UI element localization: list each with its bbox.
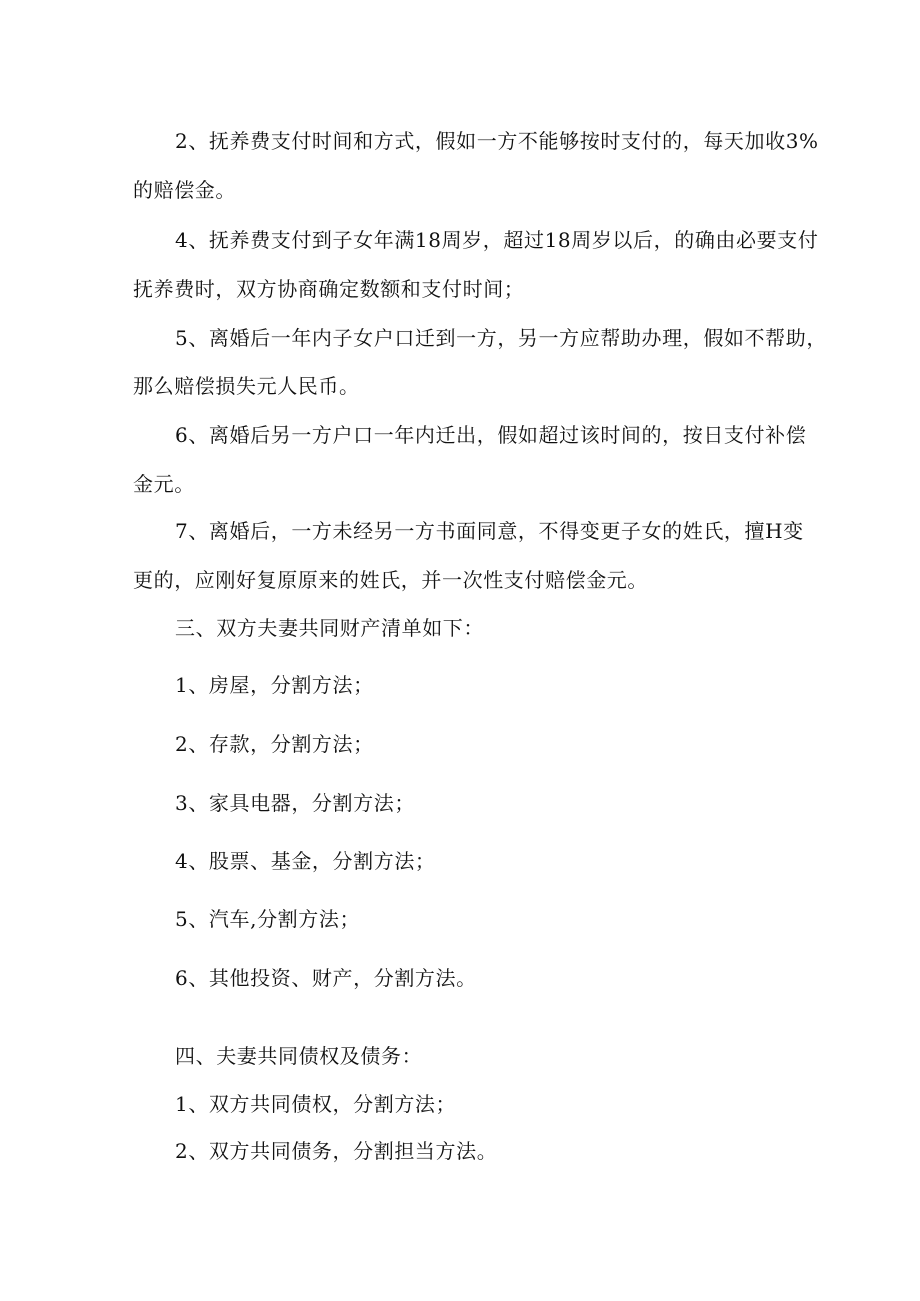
paragraph-line: 那么赔偿损失元人民币。	[133, 374, 360, 398]
paragraph-line: 抚养费时，双方协商确定数额和支付时间；	[133, 277, 525, 301]
section-heading: 三、双方夫妻共同财产清单如下：	[175, 616, 484, 640]
paragraph-line: 的赔偿金。	[133, 178, 236, 202]
list-item: 2、双方共同债务，分割担当方法。	[175, 1139, 498, 1163]
list-item: 3、家具电器，分割方法；	[175, 791, 415, 815]
list-item: 5、汽车,分割方法；	[175, 907, 361, 931]
paragraph-line: 2、抚养费支付时间和方式，假如一方不能够按时支付的，每天加收3%	[175, 129, 819, 153]
paragraph-line: 4、抚养费支付到子女年满18周岁，超过18周岁以后，的确由必要支付	[175, 228, 819, 252]
list-item: 1、双方共同债权，分割方法；	[175, 1092, 457, 1116]
paragraph-line: 更的，应刚好复原原来的姓氏，并一次性支付赔偿金元。	[133, 568, 648, 592]
list-item: 4、股票、基金，分割方法；	[175, 849, 436, 873]
list-item: 6、其他投资、财产，分割方法。	[175, 966, 477, 990]
list-item: 2、存款，分割方法；	[175, 732, 374, 756]
section-heading: 四、夫妻共同债权及债务：	[175, 1044, 423, 1068]
list-item: 1、房屋，分割方法；	[175, 673, 374, 697]
paragraph-line: 5、离婚后一年内子女户口迁到一方，另一方应帮助办理，假如不帮助，	[175, 326, 827, 350]
paragraph-line: 6、离婚后另一方户口一年内迁出，假如超过该时间的，按日支付补偿	[175, 423, 807, 447]
paragraph-line: 7、离婚后，一方未经另一方书面同意，不得变更子女的姓氏，擅H变	[175, 519, 804, 543]
paragraph-line: 金元。	[133, 472, 195, 496]
